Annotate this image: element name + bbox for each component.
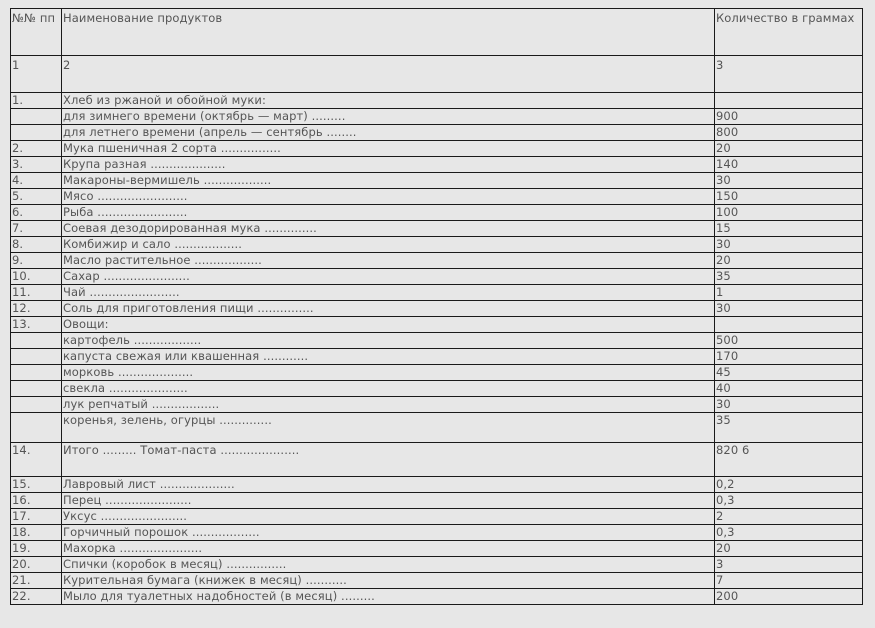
quantity-grams: 0,3 [715,493,863,509]
column-index-3: 3 [715,56,863,93]
product-name: Комбижир и сало .................. [62,237,715,253]
quantity-grams: 900 [715,109,863,125]
document-page [10,8,862,605]
table-row [11,509,863,525]
quantity-grams: 800 [715,125,863,141]
row-number: 12. [11,301,62,317]
row-number: 2. [11,141,62,157]
quantity-grams: 30 [715,237,863,253]
row-number: 22. [11,589,62,605]
quantity-grams: 20 [715,253,863,269]
row-number: 21. [11,573,62,589]
product-name: Мука пшеничная 2 сорта ................ [62,141,715,157]
product-name: для зимнего времени (октябрь — март) ......... [62,109,715,125]
row-number [11,333,62,349]
quantity-grams [715,93,863,109]
row-number [11,349,62,365]
row-number [11,125,62,141]
table-row [11,493,863,509]
table-row [11,125,863,141]
table-row [11,109,863,125]
quantity-grams: 2 [715,509,863,525]
food-ration-table [10,8,863,605]
table-row [11,589,863,605]
table-row [11,397,863,413]
row-number [11,381,62,397]
table-row [11,93,863,109]
product-name: Рыба ........................ [62,205,715,221]
quantity-grams: 140 [715,157,863,173]
product-name: Курительная бумага (книжек в месяц) ........... [62,573,715,589]
product-name: для летнего времени (апрель — сентябрь ........ [62,125,715,141]
product-name: Соль для приготовления пищи ............... [62,301,715,317]
quantity-grams: 35 [715,413,863,443]
quantity-grams: 30 [715,397,863,413]
row-number: 11. [11,285,62,301]
quantity-grams: 0,3 [715,525,863,541]
table-row [11,157,863,173]
quantity-grams: 820 6 [715,443,863,477]
table-row [11,205,863,221]
product-name: капуста свежая или квашенная ............ [62,349,715,365]
quantity-grams: 35 [715,269,863,285]
quantity-grams: 0,2 [715,477,863,493]
quantity-grams: 30 [715,301,863,317]
product-name: морковь .................... [62,365,715,381]
row-number [11,397,62,413]
table-row [11,269,863,285]
row-number: 15. [11,477,62,493]
row-number: 6. [11,205,62,221]
product-name: Хлеб из ржаной и обойной муки: [62,93,715,109]
product-name: коренья, зелень, огурцы .............. [62,413,715,443]
quantity-grams: 7 [715,573,863,589]
product-name: Лавровый лист .................... [62,477,715,493]
row-number: 19. [11,541,62,557]
row-number: 17. [11,509,62,525]
table-row [11,443,863,477]
row-number: 1. [11,93,62,109]
table-row [11,525,863,541]
row-number: 5. [11,189,62,205]
product-name: Чай ........................ [62,285,715,301]
product-name: картофель .................. [62,333,715,349]
table-row [11,237,863,253]
row-number: 16. [11,493,62,509]
table-row [11,173,863,189]
table-row [11,301,863,317]
header-quantity: Количество в граммах [715,9,863,56]
row-number: 3. [11,157,62,173]
row-number: 20. [11,557,62,573]
header-number: №№ пп [11,9,62,56]
product-name: свекла ..................... [62,381,715,397]
quantity-grams: 20 [715,541,863,557]
column-index-1: 1 [11,56,62,93]
row-number: 9. [11,253,62,269]
quantity-grams: 3 [715,557,863,573]
product-name: лук репчатый .................. [62,397,715,413]
product-name: Уксус ....................... [62,509,715,525]
table-header-row [11,9,863,56]
quantity-grams: 20 [715,141,863,157]
row-number: 13. [11,317,62,333]
quantity-grams: 45 [715,365,863,381]
table-row [11,477,863,493]
table-row [11,317,863,333]
product-name: Сахар ....................... [62,269,715,285]
quantity-grams: 100 [715,205,863,221]
table-row [11,557,863,573]
table-row [11,381,863,397]
quantity-grams: 150 [715,189,863,205]
row-number: 10. [11,269,62,285]
table-row [11,349,863,365]
quantity-grams: 1 [715,285,863,301]
product-name: Перец ....................... [62,493,715,509]
quantity-grams: 170 [715,349,863,365]
quantity-grams [715,317,863,333]
quantity-grams: 40 [715,381,863,397]
product-name: Овощи: [62,317,715,333]
row-number: 4. [11,173,62,189]
table-row [11,573,863,589]
product-name: Махорка ...................... [62,541,715,557]
table-row [11,141,863,157]
column-index-2: 2 [62,56,715,93]
quantity-grams: 200 [715,589,863,605]
table-row [11,221,863,237]
product-name: Соевая дезодорированная мука .............. [62,221,715,237]
row-number [11,109,62,125]
quantity-grams: 15 [715,221,863,237]
product-name: Макароны-вермишель .................. [62,173,715,189]
row-number: 18. [11,525,62,541]
table-row [11,333,863,349]
quantity-grams: 500 [715,333,863,349]
product-name: Итого ......... Томат-паста ..................... [62,443,715,477]
quantity-grams: 30 [715,173,863,189]
product-name: Мясо ........................ [62,189,715,205]
table-row [11,285,863,301]
row-number: 8. [11,237,62,253]
table-row [11,413,863,443]
product-name: Спички (коробок в месяц) ................ [62,557,715,573]
row-number [11,413,62,443]
product-name: Масло растительное .................. [62,253,715,269]
header-product-name: Наименование продуктов [62,9,715,56]
table-row [11,253,863,269]
row-number: 7. [11,221,62,237]
column-index-row [11,56,863,93]
product-name: Крупа разная .................... [62,157,715,173]
table-row [11,365,863,381]
table-row [11,541,863,557]
row-number [11,365,62,381]
row-number: 14. [11,443,62,477]
table-row [11,189,863,205]
product-name: Мыло для туалетных надобностей (в месяц) ......... [62,589,715,605]
product-name: Горчичный порошок .................. [62,525,715,541]
